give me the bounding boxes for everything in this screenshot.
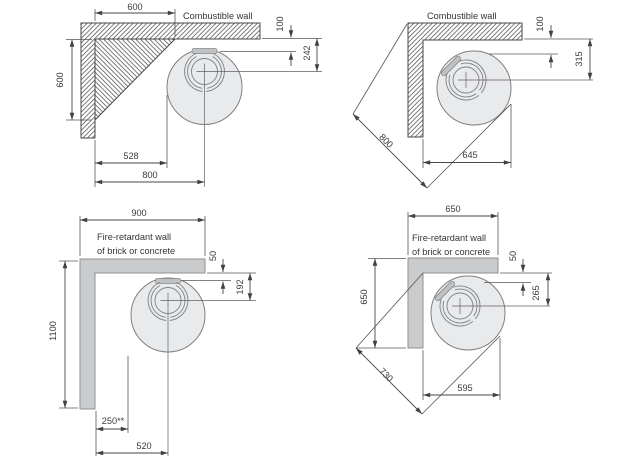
wall-type-label: Combustible wall — [427, 11, 497, 21]
wall-type-label-line1: Fire-retardant wall — [97, 232, 172, 242]
wall-type-label: Combustible wall — [183, 11, 253, 21]
dim-label-side-extent: 595 — [457, 383, 473, 393]
dim-label-gap-front: 100 — [275, 16, 285, 32]
stove-door — [192, 49, 217, 54]
dim-label-side-clearance: 250** — [101, 416, 125, 426]
dim-label-gap-front: 100 — [535, 16, 545, 32]
dim-label-gap-front: 50 — [508, 250, 518, 262]
dim-label-corner-diagonal: 730 — [377, 365, 396, 384]
wall-type-label-line1: Fire-retardant wall — [412, 233, 487, 243]
dim-label-wall-top: 600 — [127, 2, 143, 12]
dim-label-center-from-wall: 265 — [531, 285, 541, 301]
wall-type-label-line2: of brick or concrete — [412, 247, 491, 257]
stove-body — [431, 276, 505, 350]
dim-label-corner-diagonal: 800 — [377, 131, 396, 150]
dim-label-center-side: 520 — [136, 441, 152, 451]
dim-label-center-from-wall: 192 — [235, 279, 245, 295]
dim-label-wall-top: 900 — [131, 208, 147, 218]
dim-label-wall-left: 600 — [55, 72, 65, 88]
dim-label-side-clearance: 528 — [123, 151, 139, 161]
dim-label-wall-left: 650 — [359, 289, 369, 305]
wall-type-label-line2: of brick or concrete — [97, 246, 176, 256]
dim-label-side-extent: 645 — [462, 150, 478, 160]
dim-label-center-from-wall: 315 — [574, 51, 584, 67]
dim-label-wall-left: 1100 — [48, 321, 58, 341]
dim-label-wall-top: 650 — [445, 204, 461, 214]
dim-label-center-from-wall: 242 — [302, 45, 312, 61]
dim-label-gap-front: 50 — [208, 250, 218, 262]
dim-label-center-side: 800 — [142, 170, 158, 180]
